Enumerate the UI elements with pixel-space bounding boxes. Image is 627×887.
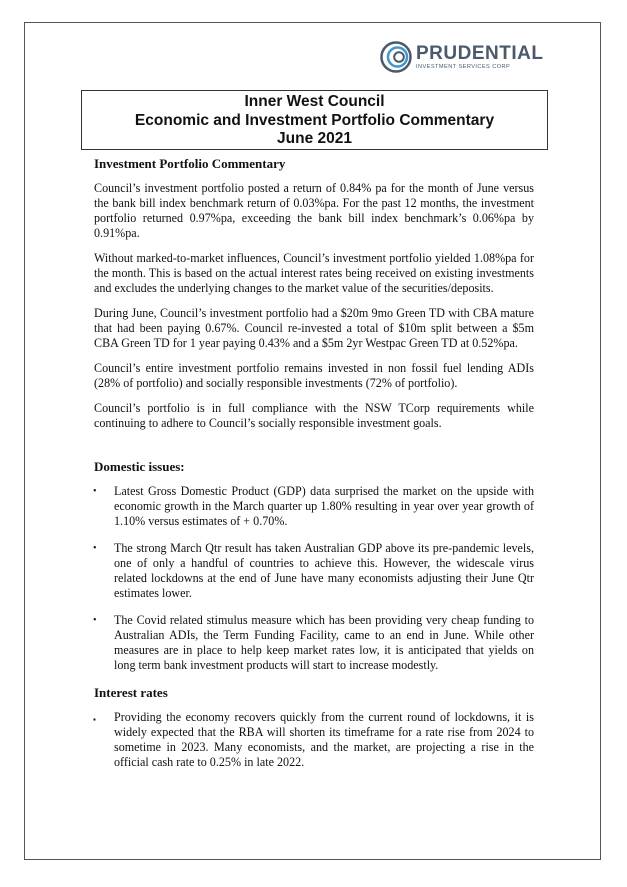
company-logo [380, 41, 543, 73]
interest-rates-list [94, 710, 534, 770]
logo-name: PRUDENTIAL [416, 42, 544, 64]
document-body [94, 156, 534, 782]
list-item [94, 484, 534, 529]
title-date: June 2021 [277, 130, 352, 147]
document-title-box [81, 90, 548, 150]
logo-subtitle: INVESTMENT SERVICES CORP [416, 63, 511, 70]
portfolio-paragraph: During June, Council’s investment portfolio had a $20m 9mo Green TD with CBA mature that had been paying 0.67%. Council re-invested a total of $10m split between a $5m CBA Green TD for 1 year paying 0.43% and a $5m 2yr Westpac Green TD at 0.52%pa. [94, 306, 534, 350]
portfolio-paragraph: Council’s portfolio is in full compliance with the NSW TCorp requirements while continuing to adhere to Council’s socially responsible investment goals. [94, 401, 534, 430]
list-item [94, 541, 534, 601]
domestic-issues-list [94, 484, 534, 673]
list-item-text: Latest Gross Domestic Product (GDP) data surprised the market on the upside with economic growth in the March quarter up 1.80% resulting in year over year growth of 1.10% versus estimates of + 0.70%. [114, 484, 534, 528]
prudential-logo-icon [380, 41, 412, 73]
portfolio-paragraph: Without marked-to-market influences, Council’s investment portfolio yielded 1.08%pa for the month. This is based on the actual interest rates being received on existing investments and excludes the underlying changes to the market value of the securities/deposits. [94, 251, 534, 295]
bullet-icon: • [93, 486, 97, 497]
section-heading-portfolio: Investment Portfolio Commentary [94, 156, 286, 171]
list-item-text: The Covid related stimulus measure which has been providing very cheap funding to Australian ADIs, the Term Funding Facility, came to an end in June. While other measures are in place to help keep market rates low, it is anticipated that yields on long term bank investment products will start to increase modestly. [114, 613, 534, 672]
section-heading-interest-rates: Interest rates [94, 685, 168, 700]
section-heading-domestic: Domestic issues: [94, 459, 185, 474]
bullet-icon: • [93, 615, 97, 626]
list-item [94, 710, 534, 770]
title-commentary: Economic and Investment Portfolio Commentary [134, 111, 495, 129]
bullet-icon: • [93, 543, 97, 554]
list-item-text: The strong March Qtr result has taken Australian GDP above its pre-pandemic levels, one of only a handful of countries to achieve this. However, the widescale virus related lockdowns at the end of June have many economists adjusting their June Qtr estimates lower. [114, 541, 534, 600]
list-item [94, 613, 534, 673]
portfolio-paragraph: Council’s entire investment portfolio remains invested in non fossil fuel lending ADIs (28% of portfolio) and socially responsible investments (72% of portfolio). [94, 361, 534, 390]
title-council: Inner West Council [244, 93, 385, 110]
square-bullet-icon: ▪ [93, 715, 96, 724]
portfolio-paragraph: Council’s investment portfolio posted a return of 0.84% pa for the month of June versus the bank bill index benchmark return of 0.03%pa. For the past 12 months, the investment portfolio returned 0.97%pa, exceeding the bank bill index benchmark’s 0.06%pa by 0.91%pa. [94, 181, 534, 240]
list-item-text: Providing the economy recovers quickly from the current round of lockdowns, it is widely expected that the RBA will shorten its timeframe for a rate rise from 2024 to sometime in 2023. Many economists, and the market, are projecting a rise in the official cash rate to 0.25% in late 2022. [114, 710, 534, 769]
